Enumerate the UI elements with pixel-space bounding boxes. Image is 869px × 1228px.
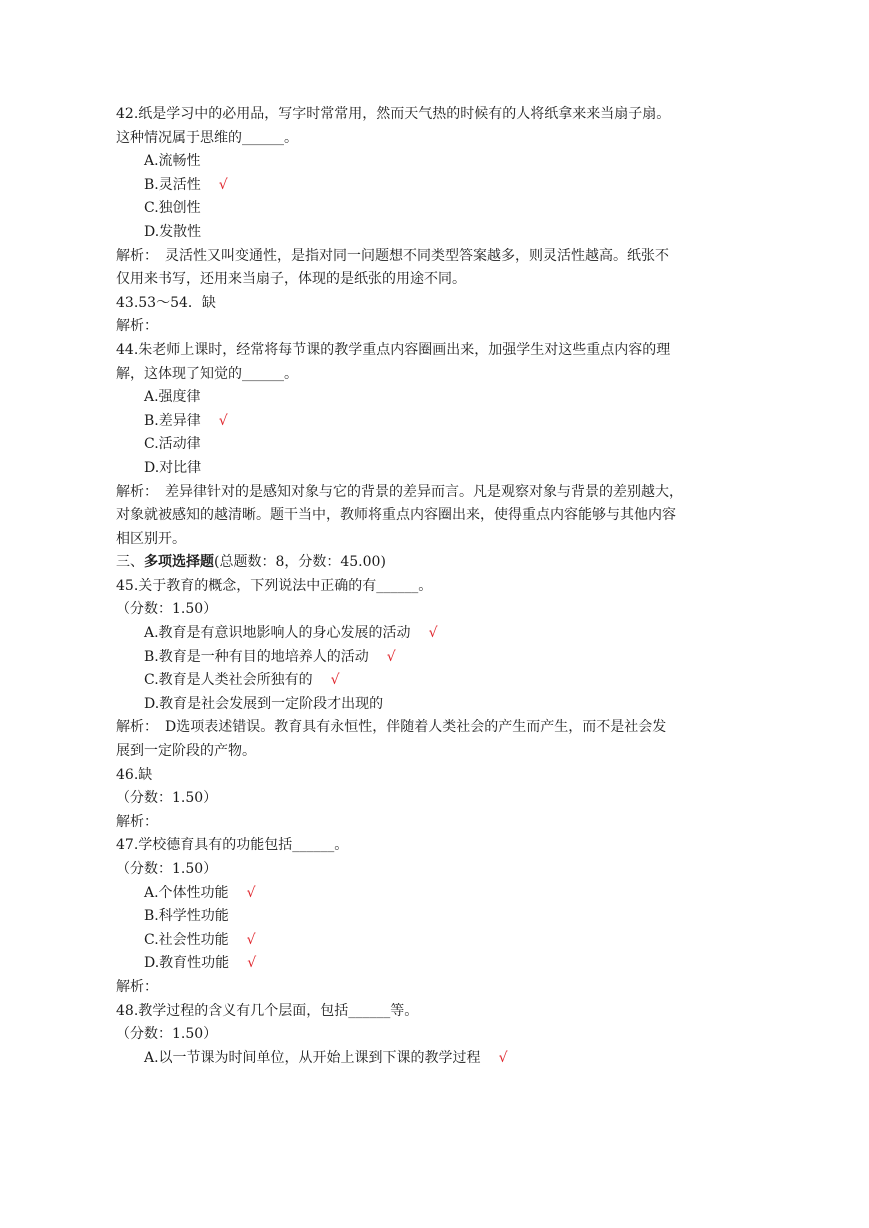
q44-option-c: C.活动律 <box>144 436 201 453</box>
q42-analysis: 解析： 灵活性又叫变通性，是指对同一问题想不同类型答案越多，则灵活性越高。纸张不 <box>116 247 669 264</box>
q45-analysis: 解析： D选项表述错误。教育具有永恒性，伴随着人类社会的产生而产生，而不是社会发 <box>116 719 667 736</box>
q45-option-c <box>116 669 746 693</box>
q42-option-b-label: B.灵活性 <box>144 176 201 193</box>
q44-option-b <box>116 410 746 434</box>
q47-option-a-label: A.个体性功能 <box>144 884 229 901</box>
check-mark-icon: √ <box>218 176 228 193</box>
q47-option-c-label: C.社会性功能 <box>144 931 229 948</box>
q45-option-a <box>116 622 746 646</box>
q45-option-b <box>116 646 746 670</box>
q42-option-d: D.发散性 <box>144 223 202 240</box>
q42-analysis-cont: 仅用来书写，还用来当扇子，体现的是纸张的用途不同。 <box>116 271 466 288</box>
q47-score: （分数：1.50） <box>116 861 218 877</box>
q48-option-a <box>116 1047 746 1071</box>
check-mark-icon: √ <box>246 931 256 948</box>
q42-option-c: C.独创性 <box>144 200 201 217</box>
question-44-stem-cont: 解，这体现了知觉的______。 <box>116 365 298 382</box>
check-mark-icon: √ <box>498 1049 508 1066</box>
check-mark-icon: √ <box>330 672 340 689</box>
q47-option-d-label: D.教育性功能 <box>144 955 230 972</box>
q44-option-a: A.强度律 <box>144 389 201 406</box>
question-44-stem: 44.朱老师上课时，经常将每节课的教学重点内容圈画出来，加强学生对这些重点内容的理 <box>116 341 671 358</box>
q44-analysis-cont-2: 相区别开。 <box>116 530 186 547</box>
question-47-stem: 47.学校德育具有的功能包括______。 <box>116 837 349 854</box>
q47-option-b: B.科学性功能 <box>144 908 229 925</box>
question-45-stem: 45.关于教育的概念，下列说法中正确的有______。 <box>116 577 433 594</box>
q47-option-d <box>116 952 746 976</box>
q44-option-b-label: B.差异律 <box>144 412 201 429</box>
q46-analysis: 解析： <box>116 813 158 830</box>
check-mark-icon: √ <box>246 884 256 901</box>
question-46-stem: 46.缺 <box>116 766 153 783</box>
question-48-stem: 48.教学过程的含义有几个层面，包括______等。 <box>116 1002 419 1019</box>
q47-analysis: 解析： <box>116 978 158 995</box>
document-body <box>116 103 746 1070</box>
q44-option-d: D.对比律 <box>144 459 202 476</box>
q45-option-d: D.教育是社会发展到一定阶段才出现的 <box>144 695 384 712</box>
q47-option-a <box>116 882 746 906</box>
check-mark-icon: √ <box>247 955 257 972</box>
q44-analysis-cont: 对象就被感知的越清晰。题干当中，教师将重点内容圈出来，使得重点内容能够与其他内容 <box>116 507 676 524</box>
q44-analysis: 解析： 差异律针对的是感知对象与它的背景的差异而言。凡是观察对象与背景的差别越大， <box>116 483 683 500</box>
q45-option-a-label: A.教育是有意识地影响人的身心发展的活动 <box>144 625 411 642</box>
question-42-stem: 42.纸是学习中的必用品，写字时常常用，然而天气热的时候有的人将纸拿来来当扇子扇。 <box>116 106 671 122</box>
section-prefix: 三、 <box>116 554 144 571</box>
question-42-stem-cont: 这种情况属于思维的______。 <box>116 129 298 146</box>
q42-option-a: A.流畅性 <box>144 153 201 170</box>
q48-option-a-label: A.以一节课为时间单位，从开始上课到下课的教学过程 <box>144 1049 481 1066</box>
section-heading <box>116 551 746 575</box>
section-title: 多项选择题 <box>144 554 214 571</box>
q47-option-c <box>116 929 746 953</box>
check-mark-icon: √ <box>386 648 396 665</box>
check-mark-icon: √ <box>428 625 438 642</box>
q42-option-b <box>116 174 746 198</box>
q45-option-b-label: B.教育是一种有目的地培养人的活动 <box>144 648 369 665</box>
q45-score: （分数：1.50） <box>116 601 218 618</box>
q46-score: （分数：1.50） <box>116 790 218 807</box>
q48-score: （分数：1.50） <box>116 1026 218 1043</box>
q43-analysis: 解析： <box>116 318 158 335</box>
section-meta: (总题数：8，分数：45.00) <box>214 554 386 571</box>
check-mark-icon: √ <box>218 412 228 429</box>
q45-option-c-label: C.教育是人类社会所独有的 <box>144 672 313 689</box>
q45-analysis-cont: 展到一定阶段的产物。 <box>116 743 256 760</box>
question-43-stem: 43.53～54．缺 <box>116 294 216 311</box>
